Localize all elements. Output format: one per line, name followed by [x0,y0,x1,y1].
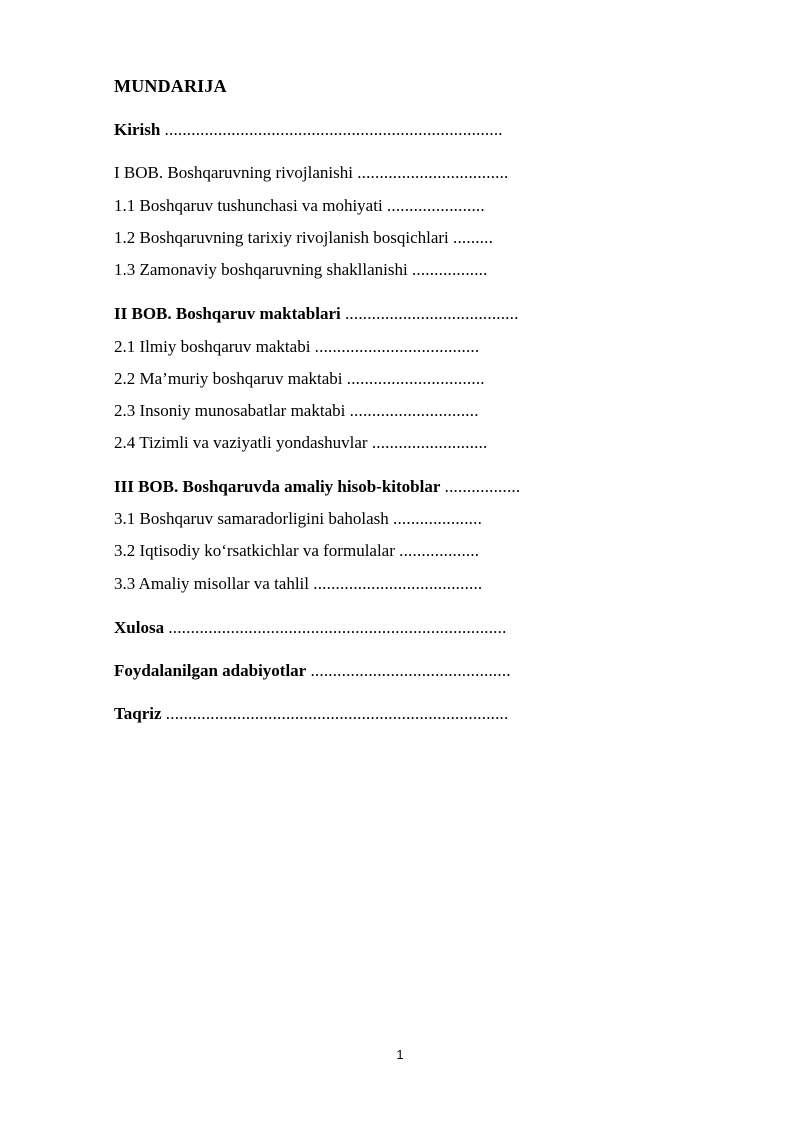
toc-leader-dots: ............................................................................. [165,704,509,723]
toc-entry-1-3 [114,260,488,280]
toc-leader-dots: ...................................... [313,574,483,593]
toc-entry-chapter-3 [114,477,520,497]
toc-entry-label: Xulosa [114,618,165,637]
toc-entry-2-1 [114,337,479,357]
toc-entry-xulosa [114,618,507,638]
toc-entry-2-3 [114,401,479,421]
toc-leader-dots: .................................. [357,163,509,182]
toc-entry-adabiyotlar [114,661,511,681]
toc-leader-dots: ............................... [346,369,485,388]
toc-entry-3-1 [114,509,482,529]
toc-entry-label: 3.1 Boshqaruv samaradorligini baholash [114,509,389,528]
toc-leader-dots: ..................................... [314,337,480,356]
toc-leader-dots: ....................................... [344,304,519,323]
toc-entry-label: 2.3 Insoniy munosabatlar maktabi [114,401,346,420]
toc-entry-label: 1.3 Zamonaviy boshqaruvning shakllanishi [114,260,408,279]
toc-entry-label: III BOB. Boshqaruvda amaliy hisob-kitoblar [114,477,441,496]
toc-leader-dots: ............................................................................ [164,120,503,139]
toc-entry-2-4 [114,433,488,453]
toc-entry-1-2 [114,228,493,248]
toc-entry-label: 1.1 Boshqaruv tushunchasi va mohiyati [114,196,383,215]
toc-entry-label: Taqriz [114,704,162,723]
toc-entry-label: Foydalanilgan adabiyotlar [114,661,307,680]
toc-leader-dots: .................... [393,509,483,528]
toc-entry-label: I BOB. Boshqaruvning rivojlanishi [114,163,353,182]
toc-entry-chapter-2 [114,304,519,324]
page-title: MUNDARIJA [114,76,227,96]
toc-entry-label: II BOB. Boshqaruv maktablari [114,304,341,323]
toc-leader-dots: .................. [399,541,480,560]
toc-leader-dots: ............................. [349,401,479,420]
toc-entry-label: 3.3 Amaliy misollar va tahlil [114,574,310,593]
toc-leader-dots: ............................................................................ [168,618,507,637]
toc-entry-label: 2.1 Ilmiy boshqaruv maktabi [114,337,311,356]
toc-leader-dots: ................. [411,260,488,279]
page-number: 1 [396,1047,404,1062]
toc-leader-dots: ...................... [386,196,485,215]
toc-entry-label: 2.4 Tizimli va vaziyatli yondashuvlar [114,433,368,452]
toc-entry-taqriz [114,704,508,724]
toc-entry-label: 2.2 Ma’muriy boshqaruv maktabi [114,369,343,388]
toc-leader-dots: .......................... [371,433,488,452]
toc-entry-label: 3.2 Iqtisodiy ko‘rsatkichlar va formulalar [114,541,395,560]
toc-leader-dots: ................. [444,477,521,496]
toc-entry-kirish [114,120,503,140]
toc-entry-3-2 [114,541,479,561]
toc-leader-dots: ............................................. [310,661,511,680]
toc-leader-dots: ......... [453,228,494,247]
toc-entry-1-1 [114,196,485,216]
toc-entry-3-3 [114,574,482,594]
toc-entry-label: 1.2 Boshqaruvning tarixiy rivojlanish bosqichlari [114,228,449,247]
toc-entry-label: Kirish [114,120,161,139]
toc-entry-chapter-1 [114,163,509,183]
toc-entry-2-2 [114,369,485,389]
